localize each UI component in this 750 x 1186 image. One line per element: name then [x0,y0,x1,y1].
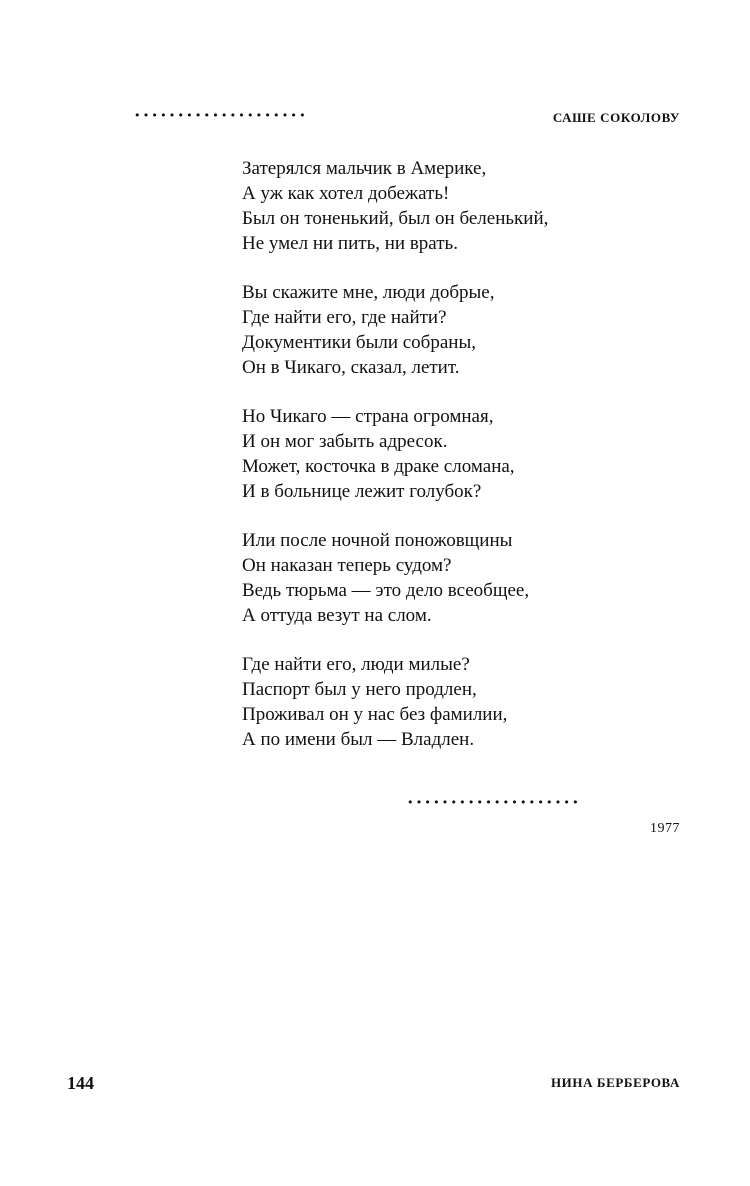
stanza [242,404,662,504]
poem-line: Где найти его, люди милые? [242,654,470,675]
poem-line: Затерялся мальчик в Америке, [242,158,487,179]
poem-line: Вы скажите мне, люди добрые, [242,282,495,303]
poem-line: А уж как хотел добежать! [242,183,450,204]
header-ornament: •••••••••••••••••••• [134,109,308,122]
poem [242,156,662,776]
poem-line: Документики были собраны, [242,332,476,353]
poem-line: Но Чикаго — страна огромная, [242,406,494,427]
stanza [242,528,662,628]
poem-line: Он наказан теперь судом? [242,555,452,576]
poem-line: А по имени был — Владлен. [242,729,475,750]
stanza [242,156,662,256]
poem-line: Может, косточка в драке сломана, [242,456,515,477]
header-dedication: САШЕ СОКОЛОВУ [552,110,680,125]
poem-line: А оттуда везут на слом. [242,605,432,626]
poem-line: Не умел ни пить, ни врать. [242,233,458,254]
poem-line: Ведь тюрьма — это дело всеобщее, [242,580,530,601]
poem-line: Был он тоненький, был он беленький, [242,208,549,229]
end-ornament: •••••••••••••••••••• [407,796,581,809]
page-number: 144 [67,1073,94,1093]
poem-line: И он мог забыть адресок. [242,431,448,452]
stanza [242,280,662,380]
poem-line: Паспорт был у него продлен, [242,679,477,700]
poem-line: И в больнице лежит голубок? [242,481,482,502]
poem-line: Он в Чикаго, сказал, летит. [242,357,460,378]
footer-author: НИНА БЕРБЕРОВА [550,1075,680,1090]
poem-line: Проживал он у нас без фамилии, [242,704,508,725]
stanza [242,652,662,752]
poem-line: Где найти его, где найти? [242,307,447,328]
poem-year: 1977 [650,821,680,836]
poem-line: Или после ночной поножовщины [242,530,513,551]
